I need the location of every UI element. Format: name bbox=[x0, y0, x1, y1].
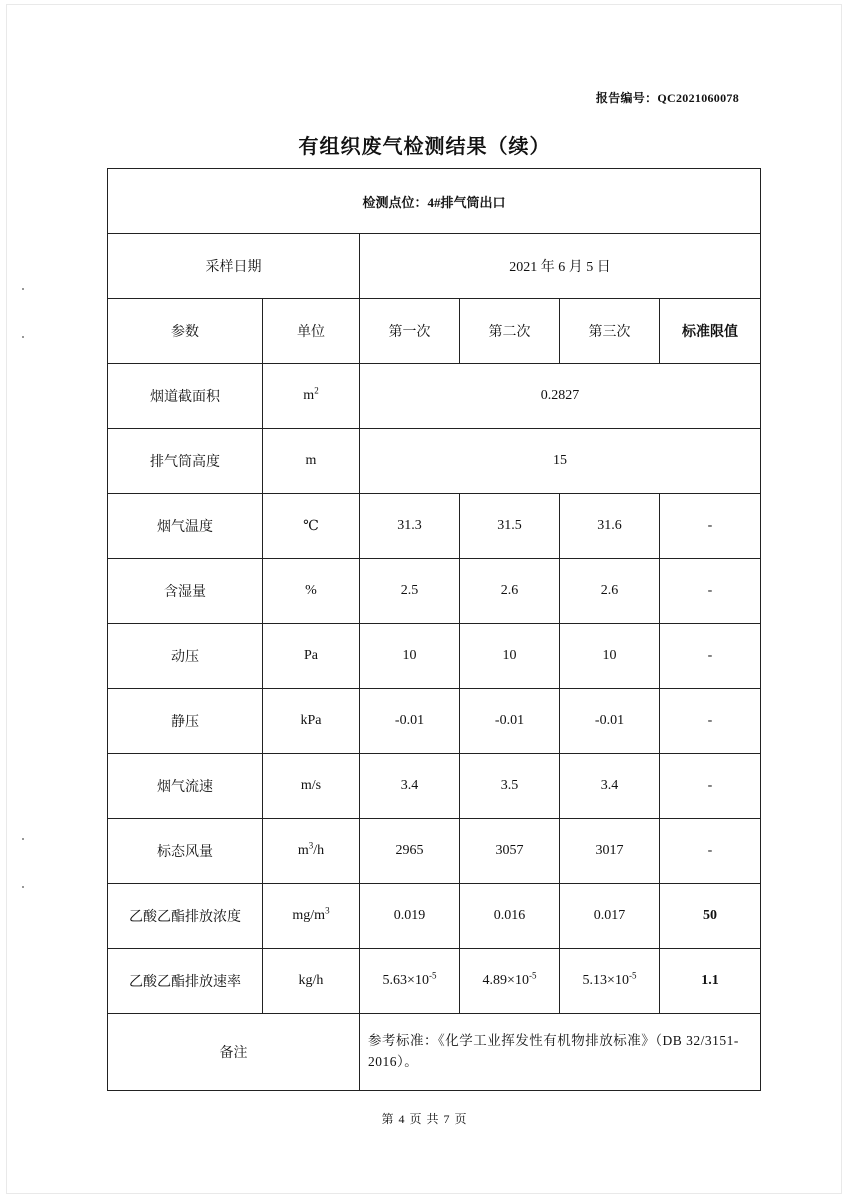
table-row bbox=[108, 754, 761, 819]
date-value: 2021 年 6 月 5 日 bbox=[360, 234, 761, 299]
param-cell: 乙酸乙酯排放浓度 bbox=[108, 884, 263, 949]
value-second: 2.6 bbox=[460, 559, 560, 624]
table-row bbox=[108, 364, 761, 429]
unit-cell: $mg/m^3$ bbox=[263, 884, 360, 949]
remark-row bbox=[108, 1014, 761, 1091]
page-title: 有组织废气检测结果（续） bbox=[298, 136, 551, 158]
header-unit: 单位 bbox=[263, 299, 360, 364]
param-cell: 乙酸乙酯排放速率 bbox=[108, 949, 263, 1014]
table-row bbox=[108, 559, 761, 624]
table-row bbox=[108, 819, 761, 884]
limit-cell: - bbox=[660, 494, 761, 559]
value-first: 31.3 bbox=[360, 494, 460, 559]
param-cell: 含湿量 bbox=[108, 559, 263, 624]
value-third: 10 bbox=[560, 624, 660, 689]
value-second: -0.01 bbox=[460, 689, 560, 754]
unit-cell: kPa bbox=[263, 689, 360, 754]
value-second: 3.5 bbox=[460, 754, 560, 819]
remark-label: 备注 bbox=[108, 1014, 360, 1091]
value-first: -0.01 bbox=[360, 689, 460, 754]
limit-cell: 1.1 bbox=[660, 949, 761, 1014]
value-second: 31.5 bbox=[460, 494, 560, 559]
header-param: 参数 bbox=[108, 299, 263, 364]
unit-cell: Pa bbox=[263, 624, 360, 689]
value-third: $5.13\times 10^{-5}$ bbox=[560, 949, 660, 1014]
value-third: 3017 bbox=[560, 819, 660, 884]
page-footer: 第 4 页 共 7 页 bbox=[381, 1112, 468, 1126]
header-first: 第一次 bbox=[360, 299, 460, 364]
unit-cell: ℃ bbox=[263, 494, 360, 559]
header-third: 第三次 bbox=[560, 299, 660, 364]
limit-cell: 50 bbox=[660, 884, 761, 949]
value-first: 0.019 bbox=[360, 884, 460, 949]
value-first: $5.63\times 10^{-5}$ bbox=[360, 949, 460, 1014]
table-row bbox=[108, 884, 761, 949]
remark-text: 参考标准：《化学工业挥发性有机物排放标准》（DB 32/3151-2016）。 bbox=[360, 1014, 761, 1091]
value-second: 3057 bbox=[460, 819, 560, 884]
table-row bbox=[108, 949, 761, 1014]
value-first: 2.5 bbox=[360, 559, 460, 624]
table-row bbox=[108, 429, 761, 494]
limit-cell: - bbox=[660, 754, 761, 819]
unit-cell: m/s bbox=[263, 754, 360, 819]
value-third: 31.6 bbox=[560, 494, 660, 559]
value-first: 10 bbox=[360, 624, 460, 689]
scan-speck bbox=[22, 838, 24, 840]
unit-cell: m bbox=[263, 429, 360, 494]
header-second: 第二次 bbox=[460, 299, 560, 364]
location-row bbox=[108, 169, 761, 234]
param-cell: 标态风量 bbox=[108, 819, 263, 884]
unit-cell: kg/h bbox=[263, 949, 360, 1014]
date-label: 采样日期 bbox=[108, 234, 360, 299]
param-cell: 排气筒高度 bbox=[108, 429, 263, 494]
value-third: -0.01 bbox=[560, 689, 660, 754]
limit-cell: - bbox=[660, 624, 761, 689]
value-second: 10 bbox=[460, 624, 560, 689]
table-row bbox=[108, 624, 761, 689]
param-cell: 静压 bbox=[108, 689, 263, 754]
param-cell: 烟气温度 bbox=[108, 494, 263, 559]
unit-cell: $m^3/h$ bbox=[263, 819, 360, 884]
results-table bbox=[107, 168, 761, 1091]
unit-cell: $m^2$ bbox=[263, 364, 360, 429]
value-third: 2.6 bbox=[560, 559, 660, 624]
unit-cell: % bbox=[263, 559, 360, 624]
table-row bbox=[108, 689, 761, 754]
value-second: $4.89\times 10^{-5}$ bbox=[460, 949, 560, 1014]
value-second: 0.016 bbox=[460, 884, 560, 949]
value-third: 0.017 bbox=[560, 884, 660, 949]
param-cell: 动压 bbox=[108, 624, 263, 689]
header-limit: 标准限值 bbox=[660, 299, 761, 364]
value-first: 2965 bbox=[360, 819, 460, 884]
scan-speck bbox=[22, 886, 24, 888]
location-cell: 检测点位：4#排气筒出口 bbox=[108, 169, 761, 234]
limit-cell: - bbox=[660, 689, 761, 754]
scan-speck bbox=[22, 288, 24, 290]
scan-speck bbox=[22, 336, 24, 338]
limit-cell: - bbox=[660, 819, 761, 884]
report-number: 报告编号：QC2021060078 bbox=[595, 91, 739, 105]
value-third: 3.4 bbox=[560, 754, 660, 819]
value-first: 3.4 bbox=[360, 754, 460, 819]
date-row bbox=[108, 234, 761, 299]
limit-cell: - bbox=[660, 559, 761, 624]
table-row bbox=[108, 494, 761, 559]
header-row bbox=[108, 299, 761, 364]
merged-value-cell: 15 bbox=[360, 429, 761, 494]
param-cell: 烟道截面积 bbox=[108, 364, 263, 429]
merged-value-cell: 0.2827 bbox=[360, 364, 761, 429]
param-cell: 烟气流速 bbox=[108, 754, 263, 819]
